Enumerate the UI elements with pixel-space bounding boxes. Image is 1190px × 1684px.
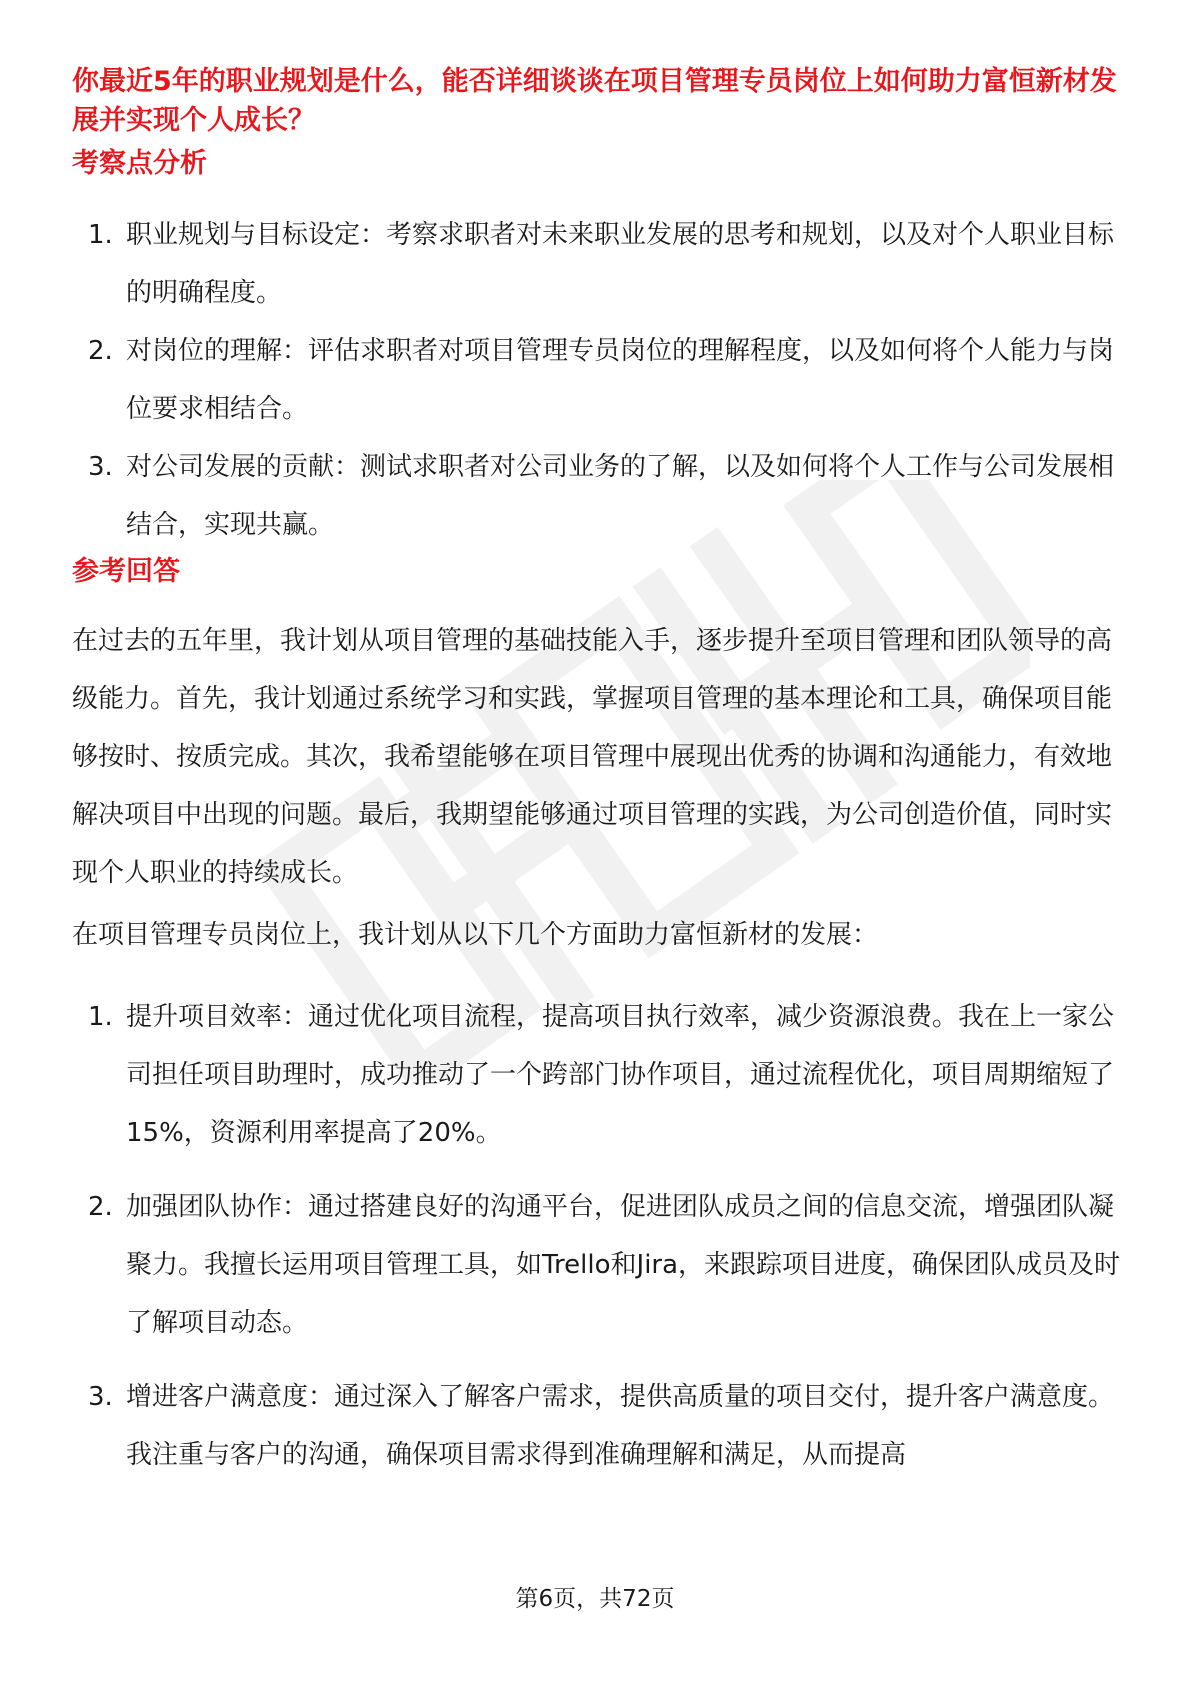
list-item-number: 2. xyxy=(88,1192,113,1222)
list-item xyxy=(72,1368,1122,1484)
list-item-text: 对岗位的理解：评估求职者对项目管理专员岗位的理解程度，以及如何将个人能力与岗位要求相结合。 xyxy=(126,336,1115,424)
list-item-number: 3. xyxy=(88,452,113,482)
list-item-text: 增进客户满意度：通过深入了解客户需求，提供高质量的项目交付，提升客户满意度。我注重与客户的沟通，确保项目需求得到准确理解和满足，从而提高 xyxy=(126,1382,1115,1470)
list-item-number: 1. xyxy=(88,220,113,250)
list-item xyxy=(72,1178,1122,1352)
analysis-heading: 考察点分析 xyxy=(72,148,207,179)
list-item xyxy=(72,438,1122,554)
page-footer: 第6页，共72页 xyxy=(515,1586,675,1612)
list-item-text: 提升项目效率：通过优化项目流程，提高项目执行效率，减少资源浪费。我在上一家公司担任项目助理时，成功推动了一个跨部门协作项目，通过流程优化，项目周期缩短了15%，资源利用率提高了20%。 xyxy=(126,1002,1115,1148)
answer-heading: 参考回答 xyxy=(72,556,180,587)
list-item-text: 职业规划与目标设定：考察求职者对未来职业发展的思考和规划，以及对个人职业目标的明确程度。 xyxy=(126,220,1115,308)
list-item xyxy=(72,322,1122,438)
answer-paragraph-2: 在项目管理专员岗位上，我计划从以下几个方面助力富恒新材的发展： xyxy=(72,920,879,950)
list-item-number: 3. xyxy=(88,1382,113,1412)
list-item-text: 对公司发展的贡献：测试求职者对公司业务的了解，以及如何将个人工作与公司发展相结合，实现共赢。 xyxy=(126,452,1115,540)
answer-list xyxy=(72,988,1122,1484)
list-item-number: 1. xyxy=(88,1002,113,1032)
question-title: 你最近5年的职业规划是什么，能否详细谈谈在项目管理专员岗位上如何助力富恒新材发展并实现个人成长？ xyxy=(72,66,1117,136)
list-item xyxy=(72,206,1122,322)
list-item-number: 2. xyxy=(88,336,113,366)
analysis-list xyxy=(72,206,1122,554)
list-item-text: 加强团队协作：通过搭建良好的沟通平台，促进团队成员之间的信息交流，增强团队凝聚力。我擅长运用项目管理工具，如Trello和Jira，来跟踪项目进度，确保团队成员及时了解项目动态。 xyxy=(126,1192,1121,1338)
answer-paragraph-1: 在过去的五年里，我计划从项目管理的基础技能入手，逐步提升至项目管理和团队领导的高级能力。首先，我计划通过系统学习和实践，掌握项目管理的基本理论和工具，确保项目能够按时、按质完成。其次，我希望能够在项目管理中展现出优秀的协调和沟通能力，有效地解决项目中出现的问题。最后，我期望能够通过项目管理的实践，为公司创造价值，同时实现个人职业的持续成长。 xyxy=(72,626,1113,888)
list-item xyxy=(72,988,1122,1162)
